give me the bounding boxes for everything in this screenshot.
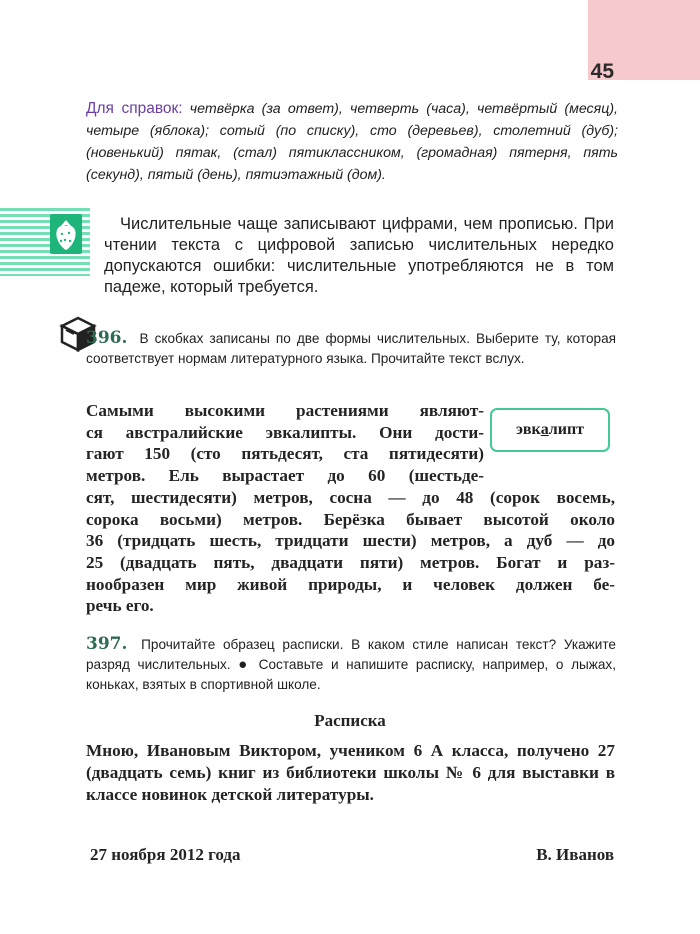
bullet-icon: ● xyxy=(238,656,252,673)
receipt-signature: В. Иванов xyxy=(536,845,614,864)
rule-text: Числительные чаще записывают цифрами, чем прописью. При чтении текста с цифровой записью числительных нередко допускаются ошибки: числительные употребляются не в том падеже, который требуется. xyxy=(104,215,614,296)
exercise-396-task xyxy=(86,328,616,369)
text-line: ся австралийские эвкалипты. Они дости- xyxy=(86,422,484,442)
reference-label: Для справок: xyxy=(86,100,183,117)
exercise-397-number: 397. xyxy=(86,634,128,654)
receipt-date: 27 ноября 2012 года xyxy=(90,845,241,864)
exercise-396-number: 396. xyxy=(86,328,128,348)
exercise-396-text xyxy=(86,400,615,617)
receipt-title: Расписка xyxy=(314,711,386,730)
text-line: речь его. xyxy=(86,596,154,616)
text-line: 36 (тридцать шесть, тридцати шести) метров, а дуб — до xyxy=(86,531,615,551)
text-line: 25 (двадцать пять, двадцати пяти) метров. Богат и раз- xyxy=(86,552,615,572)
exercise-397-task xyxy=(86,634,616,695)
text-line: метров. Ель вырастает до 60 (шестьде- xyxy=(86,466,484,486)
exercise-397-task-text: Прочитайте образец расписки. В каком стиле написан текст? Укажите разряд числительных. xyxy=(86,637,616,672)
text-line: Самыми высокими растениями являют- xyxy=(86,401,484,420)
vocab-word-end: липт xyxy=(548,421,585,438)
exercise-397-task2-text: Составьте и напишите расписку, например, о лыжах, коньках, взятых в спортивной школе. xyxy=(86,657,617,692)
text-line: сорока восьми) метров. Берёзка бывает высотой около xyxy=(86,509,615,529)
vocab-word-start: эвк xyxy=(515,421,541,438)
reference-text: четвёрка (за ответ), четверть (часа), четвёртый (месяц), четыре (яблока); сотый (по списку), сто (деревьев), столетний (дуб); (новенький) пятак, (стал) пятиклассником, (громадная) пятерня, пять (секунд), пятый (день), пятиэтажный (дом). xyxy=(86,101,618,183)
strawberry-icon xyxy=(50,214,82,254)
receipt-body: Мною, Ивановым Виктором, учеником 6 А класса, получено 27 (двадцать семь) книг из библиотеки школы № 6 для выставки в классе новинок детской литературы. xyxy=(86,741,615,804)
page-number: 45 xyxy=(590,60,614,83)
exercise-396-task-text: В скобках записаны по две формы числительных. Выберите ту, которая соответствует нормам литературного языка. Прочитайте текст вслух. xyxy=(86,331,616,366)
reference-block xyxy=(86,98,618,186)
text-line: нообразен мир живой природы, и человек должен бе- xyxy=(86,574,615,594)
text-line: гают 150 (сто пятьдесят, ста пятидесяти) xyxy=(86,444,484,464)
vocab-word-stress: а xyxy=(540,421,549,438)
text-line: сят, шестидесяти) метров, сосна — до 48 (сорок восемь, xyxy=(86,487,615,507)
